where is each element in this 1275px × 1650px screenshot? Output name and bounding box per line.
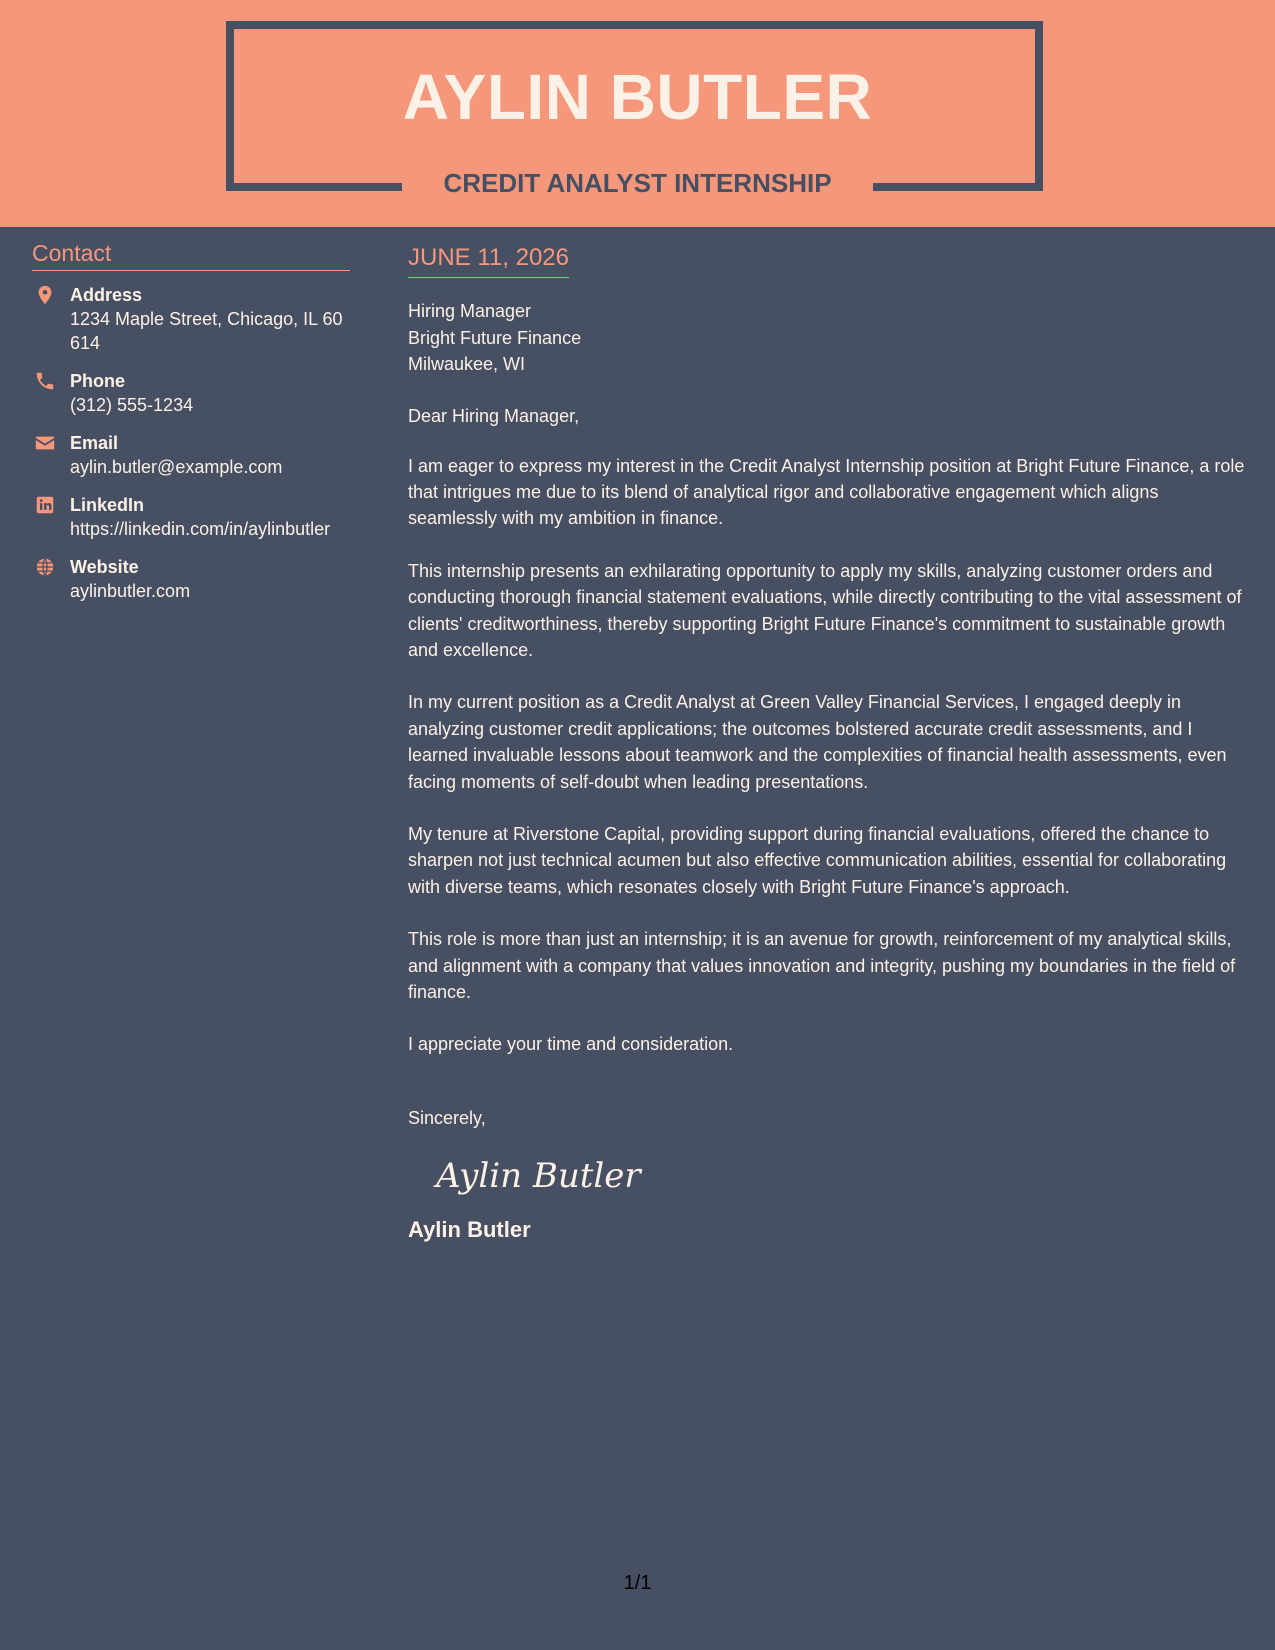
linkedin-value[interactable]: https://linkedin.com/in/aylinbutler xyxy=(70,519,331,539)
email-label: Email xyxy=(70,433,119,453)
recipient-company: Bright Future Finance xyxy=(408,327,582,348)
map-pin-icon xyxy=(34,284,56,306)
paragraph: I appreciate your time and consideration. xyxy=(408,1034,734,1055)
contact-list xyxy=(32,283,352,603)
email-value[interactable]: aylin.butler@example.com xyxy=(70,457,283,477)
address-value: 1234 Maple Street, Chicago, IL 60614 xyxy=(70,309,343,353)
salutation: Dear Hiring Manager, xyxy=(408,405,580,426)
website-value[interactable]: aylinbutler.com xyxy=(70,581,191,601)
contact-heading: Contact xyxy=(32,240,350,271)
phone-value: (312) 555-1234 xyxy=(70,395,194,415)
signature xyxy=(432,1147,652,1203)
paragraph: I am eager to express my interest in the Credit Analyst Internship position at Bright Future Finance, a role that intrigues me due to its blend of analytical rigor and collaborative engagement which aligns seamlessly with my ambition in finance. xyxy=(408,455,1245,529)
paragraph: My tenure at Riverstone Capital, providing support during financial evaluations, offered the chance to sharpen not just technical acumen but also effective communication abilities, essential for collaborating with diverse teams, which resonates closely with Bright Future Finance's approach. xyxy=(408,823,1227,897)
address-label: Address xyxy=(70,285,143,305)
envelope-icon xyxy=(34,432,56,454)
contact-sidebar xyxy=(32,240,352,617)
contact-email xyxy=(32,431,352,479)
recipient-name: Hiring Manager xyxy=(408,301,532,321)
phone-icon xyxy=(34,370,56,392)
signed-name: Aylin Butler xyxy=(408,1216,531,1242)
paragraph: This role is more than just an internship; it is an avenue for growth, reinforcement of my analytical skills, and alignment with a company that values innovation and integrity, pushing my boundaries in the field of finance. xyxy=(408,929,1236,1002)
contact-linkedin xyxy=(32,493,352,541)
applicant-name: AYLIN BUTLER xyxy=(402,61,873,133)
linkedin-label: LinkedIn xyxy=(70,495,145,515)
page-number: 1/1 xyxy=(623,1572,652,1594)
header-banner xyxy=(0,0,1275,227)
linkedin-icon xyxy=(34,494,56,516)
contact-website xyxy=(32,555,352,603)
recipient-location: Milwaukee, WI xyxy=(408,354,526,374)
globe-icon xyxy=(34,556,56,578)
letter-paragraphs xyxy=(408,453,1248,1058)
signature-text: Aylin Butler xyxy=(436,1155,641,1196)
letter-date: JUNE 11, 2026 xyxy=(408,244,569,278)
website-label: Website xyxy=(70,557,139,577)
letter-body xyxy=(408,244,1248,1243)
recipient-block xyxy=(408,298,1248,378)
job-title: CREDIT ANALYST INTERNSHIP xyxy=(443,168,832,198)
closing: Sincerely, xyxy=(408,1107,486,1128)
contact-address xyxy=(32,283,352,355)
paragraph: In my current position as a Credit Analyst at Green Valley Financial Services, I engaged deeply in analyzing customer credit applications; the outcomes bolstered accurate credit assessments, and I learned invaluable lessons about teamwork and the complexities of financial health assessments, even facing moments of self-doubt when leading presentations. xyxy=(408,692,1227,792)
paragraph: This internship presents an exhilarating opportunity to apply my skills, analyzing customer orders and conducting thorough financial statement evaluations, while directly contributing to the vital assessment of clients' creditworthiness, thereby supporting Bright Future Finance's commitment to sustainable growth and excellence. xyxy=(408,560,1242,660)
phone-label: Phone xyxy=(70,371,126,391)
contact-phone xyxy=(32,369,352,417)
